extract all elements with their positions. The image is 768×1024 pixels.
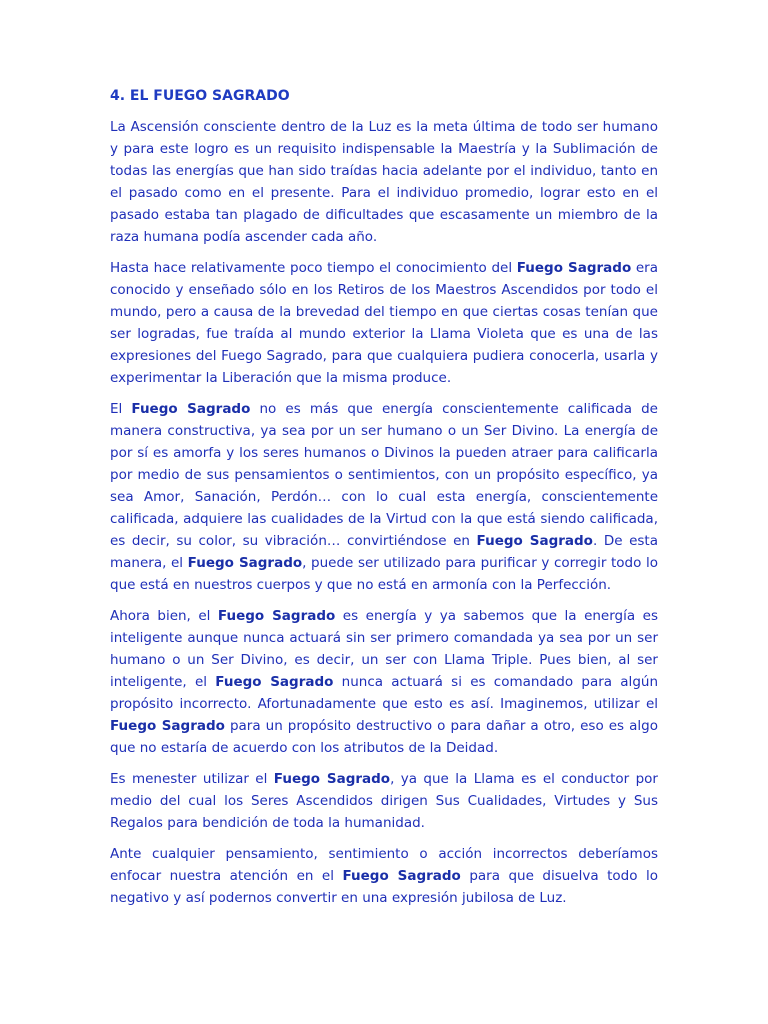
paragraph-6: Ante cualquier pensamiento, sentimiento o acción incorrectos deberíamos enfocar nuestra atención en el Fuego Sagrado para que disuelva todo lo negativo y así podernos convertir en una expresión jubilosa de Luz. <box>110 846 658 906</box>
document-body <box>110 116 658 909</box>
emphasis-term: Fuego Sagrado <box>215 674 334 690</box>
emphasis-term: Fuego Sagrado <box>187 555 303 571</box>
paragraph-4: Ahora bien, el Fuego Sagrado es energía y ya sabemos que la energía es inteligente aunque nunca actuará sin ser primero comandada ya sea por un ser humano o un Ser Divino, es decir, un ser con Llama Triple. Pues bien, al ser inteligente, el Fuego Sagrado nunca actuará si es comandado para algún propósito incorrecto. Afortunadamente que esto es así. Imaginemos, utilizar el Fuego Sagrado para un propósito destructivo o para dañar a otro, eso es algo que no estaría de acuerdo con los atributos de la Deidad. <box>110 608 658 756</box>
paragraph-2: Hasta hace relativamente poco tiempo el conocimiento del Fuego Sagrado era conocido y enseñado sólo en los Retiros de los Maestros Ascendidos por todo el mundo, pero a causa de la brevedad del tiempo en que ciertas cosas tenían que ser logradas, fue traída al mundo exterior la Llama Violeta que es una de las expresiones del Fuego Sagrado, para que cualquiera pudiera conocerla, usarla y experimentar la Liberación que la misma produce. <box>110 260 659 386</box>
emphasis-term: Fuego Sagrado <box>516 260 632 276</box>
emphasis-term: Fuego Sagrado <box>110 718 225 734</box>
emphasis-term: Fuego Sagrado <box>217 608 336 624</box>
emphasis-term: Fuego Sagrado <box>131 401 251 417</box>
emphasis-term: Fuego Sagrado <box>342 868 461 884</box>
section-heading: 4. EL FUEGO SAGRADO <box>110 88 290 104</box>
emphasis-term: Fuego Sagrado <box>476 533 593 549</box>
emphasis-term: Fuego Sagrado <box>273 771 391 787</box>
paragraph-1: La Ascensión consciente dentro de la Luz es la meta última de todo ser humano y para este logro es un requisito indispensable la Maestría y la Sublimación de todas las energías que han sido traídas hacia adelante por el individuo, tanto en el pasado como en el presente. Para el individuo promedio, lograr esto en el pasado estaba tan plagado de dificultades que escasamente un miembro de la raza humana podía ascender cada año. <box>110 119 658 245</box>
paragraph-3: El Fuego Sagrado no es más que energía conscientemente calificada de manera constructiva, ya sea por un ser humano o un Ser Divino. La energía de por sí es amorfa y los seres humanos o Divinos la pueden atraer para calificarla por medio de sus pensamientos o sentimientos, con un propósito específico, ya sea Amor, Sanación, Perdón… con lo cual esta energía, conscientemente calificada, adquiere las cualidades de la Virtud con la que está siendo calificada, es decir, su color, su vibración… convirtiéndose en Fuego Sagrado. De esta manera, el Fuego Sagrado, puede ser utilizado para purificar y corregir todo lo que está en nuestros cuerpos y que no está en armonía con la Perfección. <box>110 401 658 593</box>
paragraph-5: Es menester utilizar el Fuego Sagrado, ya que la Llama es el conductor por medio del cual los Seres Ascendidos dirigen Sus Cualidades, Virtudes y Sus Regalos para bendición de toda la humanidad. <box>110 771 658 831</box>
